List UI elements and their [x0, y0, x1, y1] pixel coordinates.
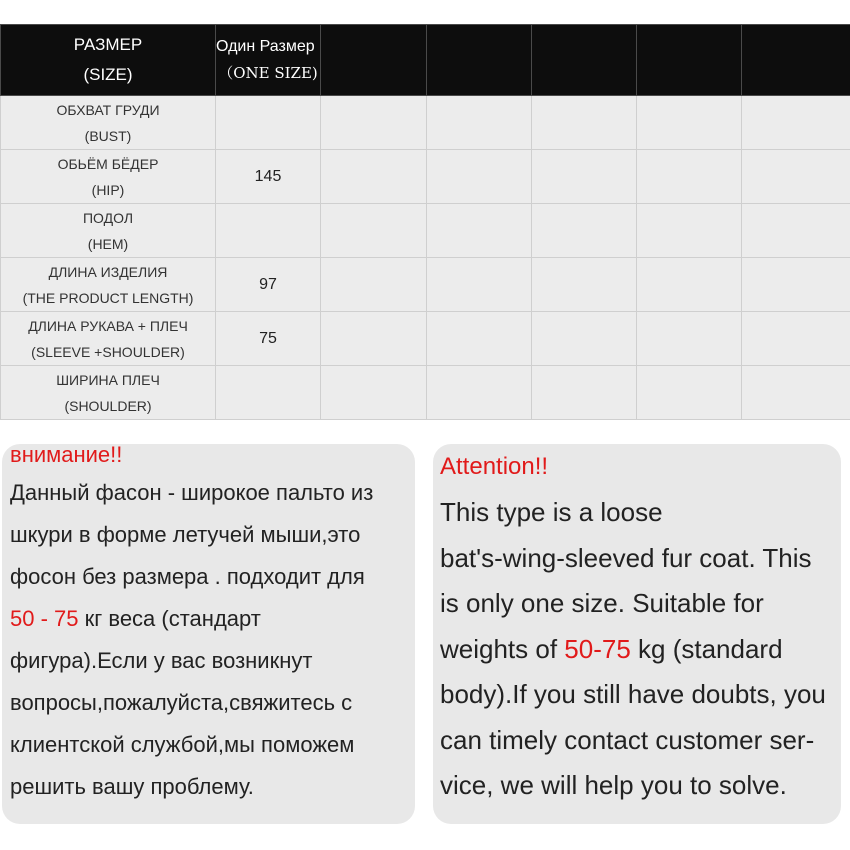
notice-ru-line: Данный фасон - широкое пальто из: [10, 480, 374, 505]
empty-cell: [532, 312, 637, 366]
notice-ru-line: фосон без размера . подходит для: [10, 564, 365, 589]
row-label-ru: ШИРИНА ПЛЕЧ: [56, 371, 160, 388]
row-label-ru: ОБЬЁМ БЁДЕР: [57, 155, 159, 172]
row-label-en: (THE PRODUCT LENGTH): [22, 289, 194, 306]
notice-en-line-rest: kg (standard: [630, 633, 783, 664]
empty-cell: [321, 366, 427, 420]
table-row-shoulder: [1, 366, 850, 420]
row-label: [1, 366, 216, 420]
row-label: [1, 258, 216, 312]
size-table: [0, 24, 850, 420]
header-empty-cell: [321, 25, 427, 96]
empty-cell: [532, 366, 637, 420]
notice-ru-line: клиентской службой,мы поможем: [10, 732, 355, 757]
empty-cell: [427, 150, 532, 204]
empty-cell: [637, 258, 742, 312]
row-label-en: (BUST): [84, 127, 132, 144]
notice-russian: [2, 444, 415, 824]
notice-ru-line-rest: кг веса (стандарт: [78, 606, 261, 631]
empty-cell: [321, 96, 427, 150]
empty-cell: [532, 96, 637, 150]
row-label-en: (HEM): [87, 235, 129, 252]
table-header-row: [1, 25, 850, 96]
notice-ru-title: внимание!!: [10, 442, 123, 467]
table-row-hip: [1, 150, 850, 204]
header-one-size: [216, 25, 321, 96]
table-row-hem: [1, 204, 850, 258]
notice-en-line: bat's-wing-sleeved fur coat. This: [440, 542, 812, 573]
row-label: [1, 312, 216, 366]
empty-cell: [742, 150, 850, 204]
row-label: [1, 204, 216, 258]
empty-cell: [321, 312, 427, 366]
empty-cell: [321, 258, 427, 312]
row-value: 145: [216, 150, 321, 204]
empty-cell: [427, 258, 532, 312]
row-value: 97: [216, 258, 321, 312]
row-value: [216, 204, 321, 258]
header-size-en: (SIZE): [83, 65, 133, 84]
notice-ru-line: вопросы,пожалуйста,свяжитесь с: [10, 690, 353, 715]
empty-cell: [742, 258, 850, 312]
header-empty-cell: [637, 25, 742, 96]
empty-cell: [637, 96, 742, 150]
notice-en-title: Attention!!: [440, 453, 549, 480]
notice-ru-line: фигура).Если у вас возникнут: [10, 648, 313, 673]
empty-cell: [742, 312, 850, 366]
notice-en-line: can timely contact customer ser-: [440, 724, 815, 755]
notice-ru-line: [10, 598, 415, 640]
empty-cell: [321, 204, 427, 258]
table-row-sleeve: [1, 312, 850, 366]
row-label-en: (SHOULDER): [64, 397, 152, 414]
notice-ru-line: решить вашу проблему.: [10, 774, 254, 799]
header-size: [1, 25, 216, 96]
weight-range-highlight: 50-75: [564, 633, 631, 664]
header-empty-cell: [742, 25, 850, 96]
empty-cell: [532, 204, 637, 258]
notice-en-line: [440, 627, 841, 673]
row-label-ru: ДЛИНА РУКАВА + ПЛЕЧ: [28, 317, 188, 334]
header-size-ru: РАЗМЕР: [73, 35, 143, 54]
notice-en-line: body).If you still have doubts, you: [440, 679, 826, 709]
row-label-ru: ОБХВАТ ГРУДИ: [56, 101, 160, 118]
empty-cell: [532, 258, 637, 312]
row-value: [216, 366, 321, 420]
row-label-en: (SLEEVE +SHOULDER): [31, 343, 185, 360]
empty-cell: [427, 366, 532, 420]
header-one-size-ru: Один Размер: [216, 38, 315, 55]
header-empty-cell: [532, 25, 637, 96]
row-label-ru: ПОДОЛ: [82, 209, 134, 226]
empty-cell: [742, 366, 850, 420]
table-row-bust: [1, 96, 850, 150]
empty-cell: [427, 96, 532, 150]
header-empty-cell: [427, 25, 532, 96]
empty-cell: [532, 150, 637, 204]
notice-english: [433, 444, 841, 824]
table-row-length: [1, 258, 850, 312]
empty-cell: [427, 204, 532, 258]
empty-cell: [742, 204, 850, 258]
empty-cell: [427, 312, 532, 366]
empty-cell: [321, 150, 427, 204]
empty-cell: [637, 366, 742, 420]
row-label-ru: ДЛИНА ИЗДЕЛИЯ: [48, 263, 168, 280]
empty-cell: [742, 96, 850, 150]
empty-cell: [637, 312, 742, 366]
header-one-size-en: （ONE SIZE): [218, 64, 318, 82]
row-label-en: (HIP): [91, 181, 125, 198]
row-value: 75: [216, 312, 321, 366]
notice-en-line: is only one size. Suitable for: [440, 588, 764, 618]
weight-range-highlight: 50 - 75: [10, 606, 79, 631]
row-label: [1, 150, 216, 204]
notice-ru-line: шкури в форме летучей мыши,это: [10, 522, 361, 547]
notice-en-line-pre: weights of: [440, 633, 565, 664]
empty-cell: [637, 150, 742, 204]
row-value: [216, 96, 321, 150]
empty-cell: [637, 204, 742, 258]
row-label: [1, 96, 216, 150]
notice-en-line: vice, we will help you to solve.: [440, 770, 787, 800]
notice-en-line: This type is a loose: [440, 497, 663, 527]
